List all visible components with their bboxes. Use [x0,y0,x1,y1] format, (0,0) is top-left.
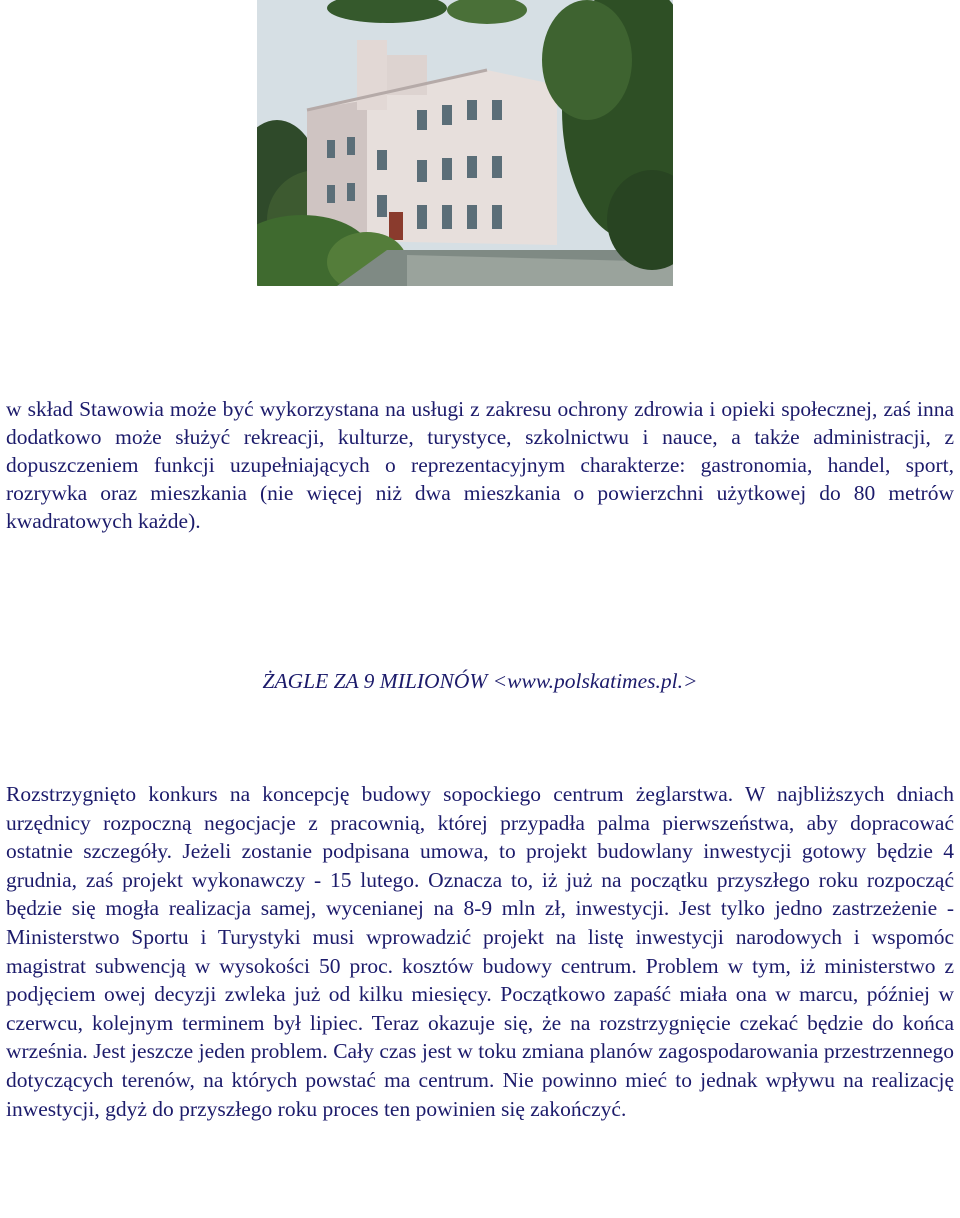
intro-paragraph: w skład Stawowia może być wykorzystana na usługi z zakresu ochrony zdrowia i opieki społecznej, zaś inna dodatkowo może służyć rekreacji, kulturze, turystyce, szkolnictwu i nauce, a także administracji, z dopuszczeniem funkcji uzupełniających o reprezentacyjnym charakterze: gastronomia, handel, sport, rozrywka oraz mieszkania (nie więcej niż dwa mieszkania o powierzchni użytkowej do 80 metrów kwadratowych każde). [6,397,954,533]
article-title: ŻAGLE ZA 9 MILIONÓW <www.polskatimes.pl.> [262,669,698,693]
article-body: Rozstrzygnięto konkurs na koncepcję budowy sopockiego centrum żeglarstwa. W najbliższych dniach urzędnicy rozpoczną negocjacje z pracownią, której przypadła palma pierwszeństwa, aby dopracować ostatnie szczegóły. Jeżeli zostanie podpisana umowa, to projekt budowlany inwestycji gotowy będzie 4 grudnia, zaś projekt wykonawczy - 15 lutego. Oznacza to, iż już na początku przyszłego roku rozpocząć będzie się mogła realizacja samej, wycenianej na 8-9 mln zł, inwestycji. Jest tylko jedno zastrzeżenie - Ministerstwo Sportu i Turystyki musi wprowadzić projekt na listę inwestycji narodowych i wspomóc magistrat subwencją w wysokości 50 proc. kosztów budowy centrum. Problem w tym, iż ministerstwo z podjęciem owej decyzji zwleka już od kilku miesięcy. Początkowo zapaść miała ona w marcu, później w czerwcu, kolejnym terminem był lipiec. Teraz okazuje się, że na rozstrzygnięcie czekać będzie do końca września. Jest jeszcze jeden problem. Cały czas jest w toku zmiana planów zagospodarowania przestrzennego dotyczących terenów, na których powstać ma centrum. Nie powinno mieć to jednak wpływu na realizację inwestycji, gdyż do przyszłego roku proces ten powinien się zakończyć. [6,782,954,1121]
building-photo [257,0,673,286]
